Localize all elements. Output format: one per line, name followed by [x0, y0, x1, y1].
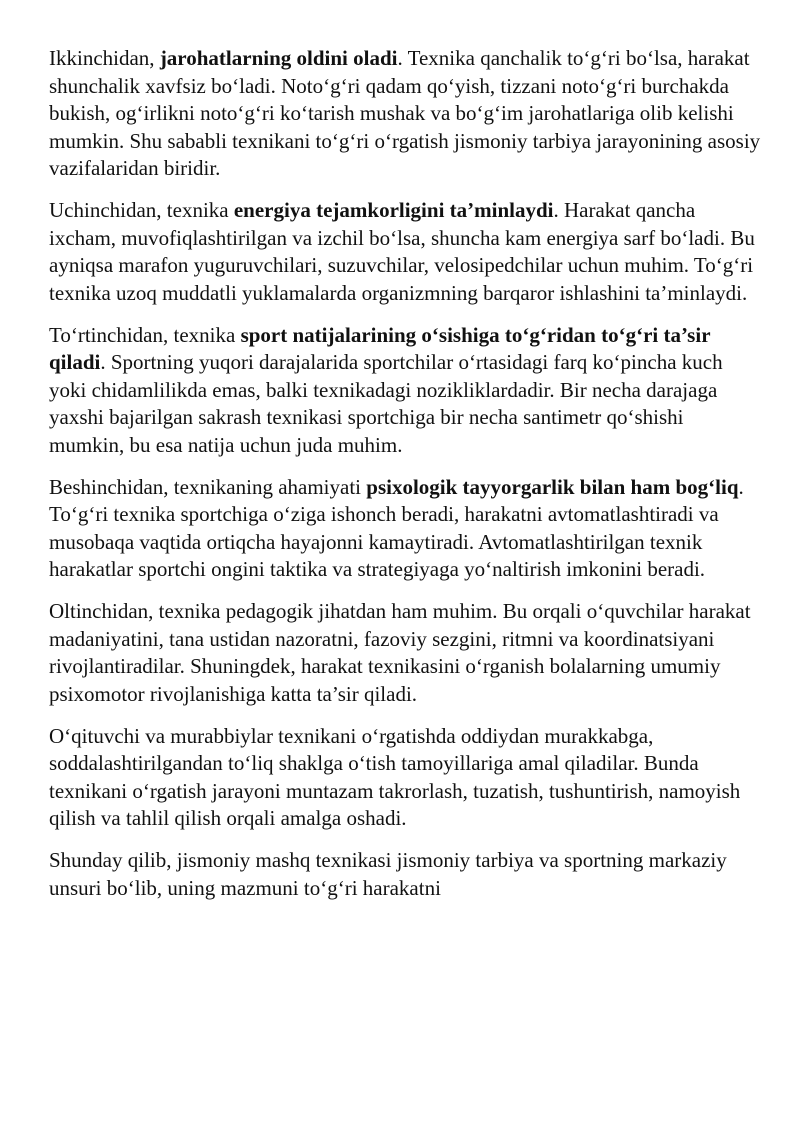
paragraph-emphasis: psixologik tayyorgarlik bilan ham bog‘liq: [366, 474, 739, 499]
paragraph-text: . Texnika qanchalik to‘g‘ri bo‘lsa, harakat shunchalik xavfsiz bo‘ladi. Noto‘g‘ri qadam qo‘yish, tizzani noto‘g‘ri burchakda bukish, og‘irlikni noto‘g‘ri ko‘tarish mushak va bo‘g‘im jarohatlariga olib kelishi mumkin. Shu sababli texnikani to‘g‘ri o‘rgatish jismoniy tarbiya jarayonining asosiy vazifalaridan biridir.: [49, 46, 761, 180]
paragraph-emphasis: sport natijalarining o‘sishiga to‘g‘ridan to‘g‘ri ta’sir qiladi: [49, 322, 711, 374]
paragraph-fifth-point: [49, 474, 761, 584]
paragraph-text: . Harakat qancha ixcham, muvofiqlashtirilgan va izchil bo‘lsa, shuncha kam energiya sarf bo‘ladi. Bu ayniqsa marafon yuguruvchilari, suzuvchilar, velosipedchilar uchun muhim. To‘g‘ri texnika uzoq muddatli yuklamalarda organizmning barqaror ishlashini ta’minlaydi.: [49, 198, 755, 305]
paragraph-third-point: [49, 197, 761, 307]
paragraph-text: Beshinchidan, texnikaning ahamiyati: [49, 474, 367, 499]
paragraph-text: O‘qituvchi va murabbiylar texnikani o‘rgatishda oddiydan murakkabga, soddalashtirilgandan to‘liq shaklga o‘tish tamoyillariga amal qiladilar. Bunda texnikani o‘rgatish jarayoni muntazam takrorlash, tuzatish, tushuntirish, namoyish qilish va tahlil qilish orqali amalga oshadi.: [49, 723, 741, 830]
paragraph-sixth-point: [49, 598, 761, 708]
paragraph-text: . To‘g‘ri texnika sportchiga o‘ziga ishonch beradi, harakatni avtomatlashtiradi va musobaqa vaqtida ortiqcha hayajonni kamaytiradi. Avtomatlashtirilgan texnik harakatlar sportchi ongini taktika va strategiyaga yo‘naltirish imkonini beradi.: [49, 474, 744, 581]
paragraph-emphasis: jarohatlarning oldini oladi: [159, 46, 398, 70]
paragraph-fourth-point: [49, 322, 761, 460]
document-page: [49, 45, 761, 917]
paragraph-text: . Sportning yuqori darajalarida sportchilar o‘rtasidagi farq ko‘pincha kuch yoki chidamlilikda emas, balki texnikadagi nozikliklardadir. Bir necha darajaga yaxshi bajarilgan sakrash texnikasi sportchiga bir necha santimetr qo‘shishi mumkin, bu esa natija uchun juda muhim.: [49, 350, 723, 457]
paragraph-emphasis: energiya tejamkorligini ta’minlaydi: [233, 198, 554, 222]
paragraph-text: Ikkinchidan,: [49, 46, 160, 70]
paragraph-text: Oltinchidan, texnika pedagogik jihatdan ham muhim. Bu orqali o‘quvchilar harakat madaniyatini, tana ustidan nazoratni, fazoviy sezgini, ritmni va koordinatsiyani rivojlantiradilar. Shuningdek, harakat texnikasini o‘rganish bolalarning umumiy psixomotor rivojlanishiga katta ta’sir qiladi.: [49, 599, 751, 706]
paragraph-text: Uchinchidan, texnika: [49, 198, 234, 222]
paragraph-teaching-principles: [49, 723, 761, 833]
paragraph-conclusion: [49, 847, 761, 902]
paragraph-text: Shunday qilib, jismoniy mashq texnikasi jismoniy tarbiya va sportning markaziy unsuri bo‘lib, uning mazmuni to‘g‘ri harakatni: [49, 848, 727, 900]
paragraph-second-point: [49, 45, 761, 183]
paragraph-text: To‘rtinchidan, texnika: [49, 322, 241, 347]
